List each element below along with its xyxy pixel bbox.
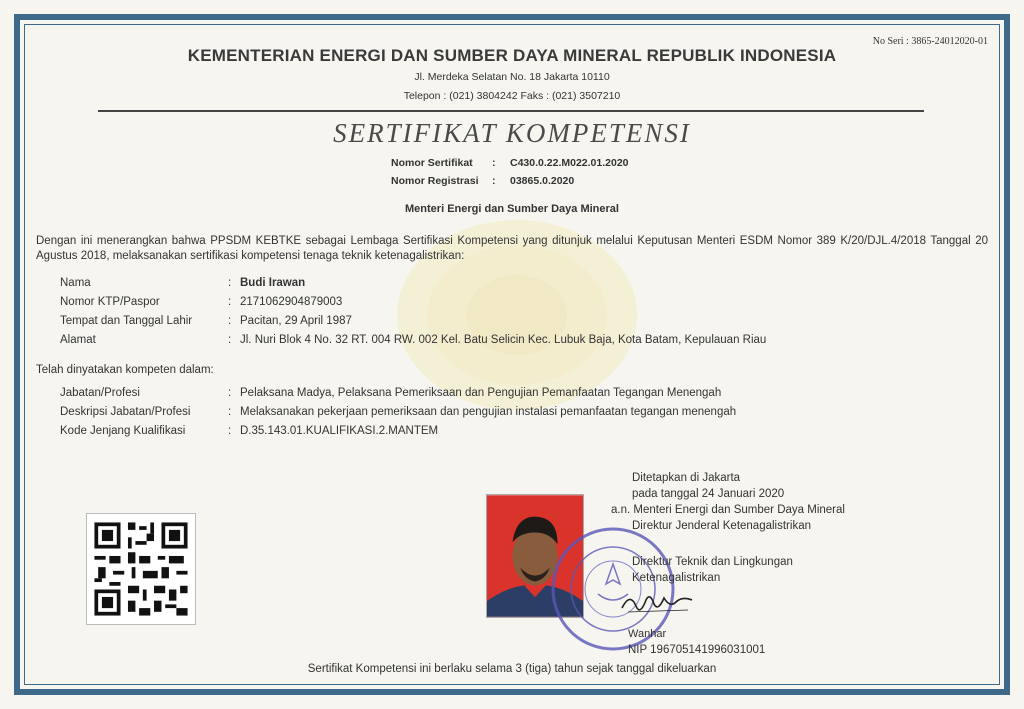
sign-place: Ditetapkan di Jakarta	[632, 472, 741, 484]
colon: :	[492, 157, 496, 169]
registration-number-row	[391, 172, 629, 190]
certificate-number-label: Nomor Sertifikat	[391, 157, 473, 169]
colon: :	[228, 386, 232, 399]
name-label: Nama	[60, 276, 91, 289]
ministry-address: Jl. Merdeka Selatan No. 18 Jakarta 10110	[414, 71, 610, 83]
colon: :	[228, 333, 232, 346]
birth-value: Pacitan, 29 April 1987	[240, 314, 352, 327]
sign-sub-position-2: Ketenagalistrikan	[632, 572, 721, 584]
ministry-name: KEMENTERIAN ENERGI DAN SUMBER DAYA MINERAL REPUBLIK INDONESIA	[187, 46, 837, 65]
signer-nip: NIP 196705141996031001	[628, 644, 766, 656]
colon: :	[228, 405, 232, 418]
person-details	[60, 273, 766, 349]
sign-date: pada tanggal 24 Januari 2020	[632, 488, 785, 500]
signer-name: Wanhar	[628, 628, 667, 640]
validity-note: Sertifikat Kompetensi ini berlaku selama 3 (tiga) tahun sejak tanggal dikeluarkan	[307, 663, 717, 675]
serial-number: No Seri : 3865-24012020-01	[872, 36, 988, 47]
signature-block	[611, 470, 845, 586]
address-value: Jl. Nuri Blok 4 No. 32 RT. 004 RW. 002 Kel. Batu Selicin Kec. Lubuk Baja, Kota Batam, Kepulauan Riau	[240, 333, 767, 346]
header-divider	[98, 110, 924, 112]
sign-sub-position-1: Direktur Teknik dan Lingkungan	[632, 556, 793, 568]
profession-value: Pelaksana Madya, Pelaksana Pemeriksaan dan Pengujian Pemanfaatan Tegangan Menengah	[240, 386, 722, 399]
name-value: Budi Irawan	[240, 276, 306, 289]
sign-position: Direktur Jenderal Ketenagalistrikan	[632, 520, 811, 532]
code-label: Kode Jenjang Kualifikasi	[60, 424, 186, 437]
colon: :	[492, 175, 496, 187]
competence-row-description	[60, 402, 736, 421]
certificate-number-value: C430.0.22.M022.01.2020	[510, 157, 629, 169]
colon: :	[228, 295, 232, 308]
id-label: Nomor KTP/Paspor	[60, 295, 160, 308]
colon: :	[228, 276, 232, 289]
ministry-phone: Telepon : (021) 3804242 Faks : (021) 3507210	[403, 90, 621, 102]
detail-row-birth	[60, 311, 766, 330]
birth-label: Tempat dan Tanggal Lahir	[60, 314, 193, 327]
competence-details	[60, 383, 736, 440]
registration-number-value: 03865.0.2020	[510, 175, 575, 187]
signature-icon	[618, 588, 698, 618]
profession-label: Jabatan/Profesi	[60, 386, 140, 399]
sign-on-behalf: a.n. Menteri Energi dan Sumber Daya Mineral	[611, 504, 845, 516]
intro-paragraph: Dengan ini menerangkan bahwa PPSDM KEBTKE sebagai Lembaga Sertifikasi Kompetensi yang ditunjuk melalui Keputusan Menteri ESDM Nomor 389 K/20/DJL.4/2018 Tanggal 20 Agustus 2018, melaksanakan sertifikasi kompetensi tenaga teknik ketenagalistrikan:	[36, 235, 988, 262]
minister-heading: Menteri Energi dan Sumber Daya Mineral	[405, 203, 619, 215]
competence-row-code	[60, 421, 736, 440]
registration-number-label: Nomor Registrasi	[391, 175, 479, 187]
description-value: Melaksanakan pekerjaan pemeriksaan dan pengujian instalasi pemanfaatan tegangan menengah	[240, 405, 737, 418]
certificate-numbers	[391, 154, 629, 190]
colon: :	[228, 424, 232, 437]
address-label: Alamat	[60, 333, 96, 346]
certificate-title: SERTIFIKAT KOMPETENSI	[333, 118, 691, 148]
qr-code-icon	[86, 513, 196, 625]
detail-row-name	[60, 273, 766, 292]
declared-text: Telah dinyatakan kompeten dalam:	[36, 364, 214, 376]
certificate-number-row	[391, 154, 629, 172]
description-label: Deskripsi Jabatan/Profesi	[60, 405, 191, 418]
competence-row-profession	[60, 383, 736, 402]
colon: :	[228, 314, 232, 327]
detail-row-address	[60, 330, 766, 349]
id-value: 2171062904879003	[240, 295, 343, 308]
detail-row-id	[60, 292, 766, 311]
code-value: D.35.143.01.KUALIFIKASI.2.MANTEM	[240, 424, 439, 437]
